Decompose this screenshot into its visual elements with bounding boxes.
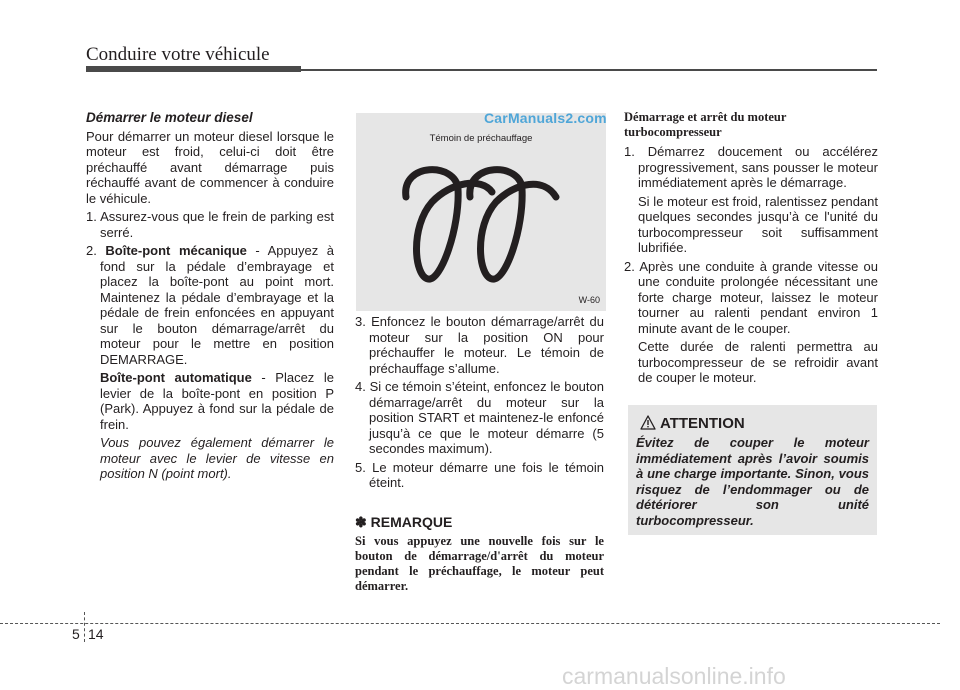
footer-divider [84, 612, 85, 642]
list-number: 2. [86, 243, 106, 258]
column-middle [355, 314, 604, 594]
chapter-number: 5 [72, 626, 80, 642]
header-rule [301, 69, 877, 71]
section-heading: Démarrage et arrêt du moteur turbocompresseur [624, 110, 787, 139]
section-subtitle: Démarrer le moteur diesel [86, 110, 253, 125]
attention-box [628, 405, 877, 535]
manual-gearbox-text: - Appuyez à fond sur la pédale d’embrayage et placez la boîte-pont au point mort. Maintenez la pédale d’embrayage et la pédale de frein enfoncées en appuyant sur le bouton démarrage/arrêt du moteur pour le mettre en position DEMARRAGE. [100, 243, 334, 367]
column-left [86, 110, 334, 485]
attention-title: ATTENTION [660, 415, 745, 432]
page-number: 14 [88, 626, 104, 642]
list-item: 4. Si ce témoin s’éteint, enfoncez le bouton démarrage/arrêt du moteur sur la position START et maintenez-le enfoncé jusqu’à ce que le moteur démarre (5 secondes maximum). [355, 379, 604, 456]
list-item [86, 243, 334, 367]
figure-caption: Témoin de préchauffage [429, 133, 533, 144]
glow-plug-indicator-icon [396, 157, 566, 287]
footer-rule [0, 623, 940, 624]
list-item: 1. Assurez-vous que le frein de parking est serré. [86, 209, 334, 240]
page-header-title: Conduire votre véhicule [86, 44, 270, 65]
column-right [624, 110, 878, 389]
intro-paragraph: Pour démarrer un moteur diesel lorsque le moteur est froid, celui-ci doit être préchauffé avant démarrage puis réchauffé avant de commencer à conduire le véhicule. [86, 128, 334, 206]
list-item: 3. Enfoncez le bouton démarrage/arrêt du moteur sur la position ON pour préchauffer le moteur. Le témoin de préchauffage s’allume. [355, 314, 604, 376]
warning-triangle-icon [640, 415, 656, 430]
auto-gearbox-label: Boîte-pont automatique [100, 370, 252, 385]
watermark: CarManuals2.com [484, 110, 607, 126]
figure-glow-indicator [356, 113, 606, 311]
site-watermark: carmanualsonline.info [562, 663, 786, 689]
list-subitem: Cette durée de ralenti permettra au turbocompresseur de se refroidir avant de couper le moteur. [638, 339, 878, 385]
remark-title: ✽ REMARQUE [355, 513, 453, 530]
figure-code: W-60 [578, 295, 600, 305]
remark-body: Si vous appuyez une nouvelle fois sur le bouton de démarrage/d'arrêt du moteur pendant le préchauffage, le moteur peut démarrer. [355, 534, 604, 593]
manual-gearbox-label: Boîte-pont mécanique [105, 243, 247, 258]
attention-body: Évitez de couper le moteur immédiatement après l’avoir soumis à une charge importante. Sinon, vous risquez de l’endommager ou de détériorer son unité turbocompresseur. [636, 435, 869, 528]
header-bar [86, 66, 301, 72]
list-subitem: Si le moteur est froid, ralentissez pendant quelques secondes jusqu’à ce l'unité du turbocompresseur soit suffisamment lubrifiée. [638, 193, 878, 255]
auto-gearbox-text: - Placez le levier de la boîte-pont en position P (Park). Appuyez à fond sur la pédale de frein. [100, 370, 334, 432]
list-item: 2. Après une conduite à grande vitesse ou une conduite prolongée nécessitant une forte charge moteur, laissez le moteur tourner au ralenti pendant environ 1 minute avant de le couper. [624, 258, 878, 336]
list-item: 1. Démarrez doucement ou accélérez progressivement, sans pousser le moteur immédiatement après le démarrage. [624, 144, 878, 190]
list-item: 5. Le moteur démarre une fois le témoin éteint. [355, 459, 604, 490]
list-subitem [86, 370, 334, 432]
italic-note: Vous pouvez également démarrer le moteur avec le levier de vitesse en position N (point mort). [100, 435, 334, 481]
